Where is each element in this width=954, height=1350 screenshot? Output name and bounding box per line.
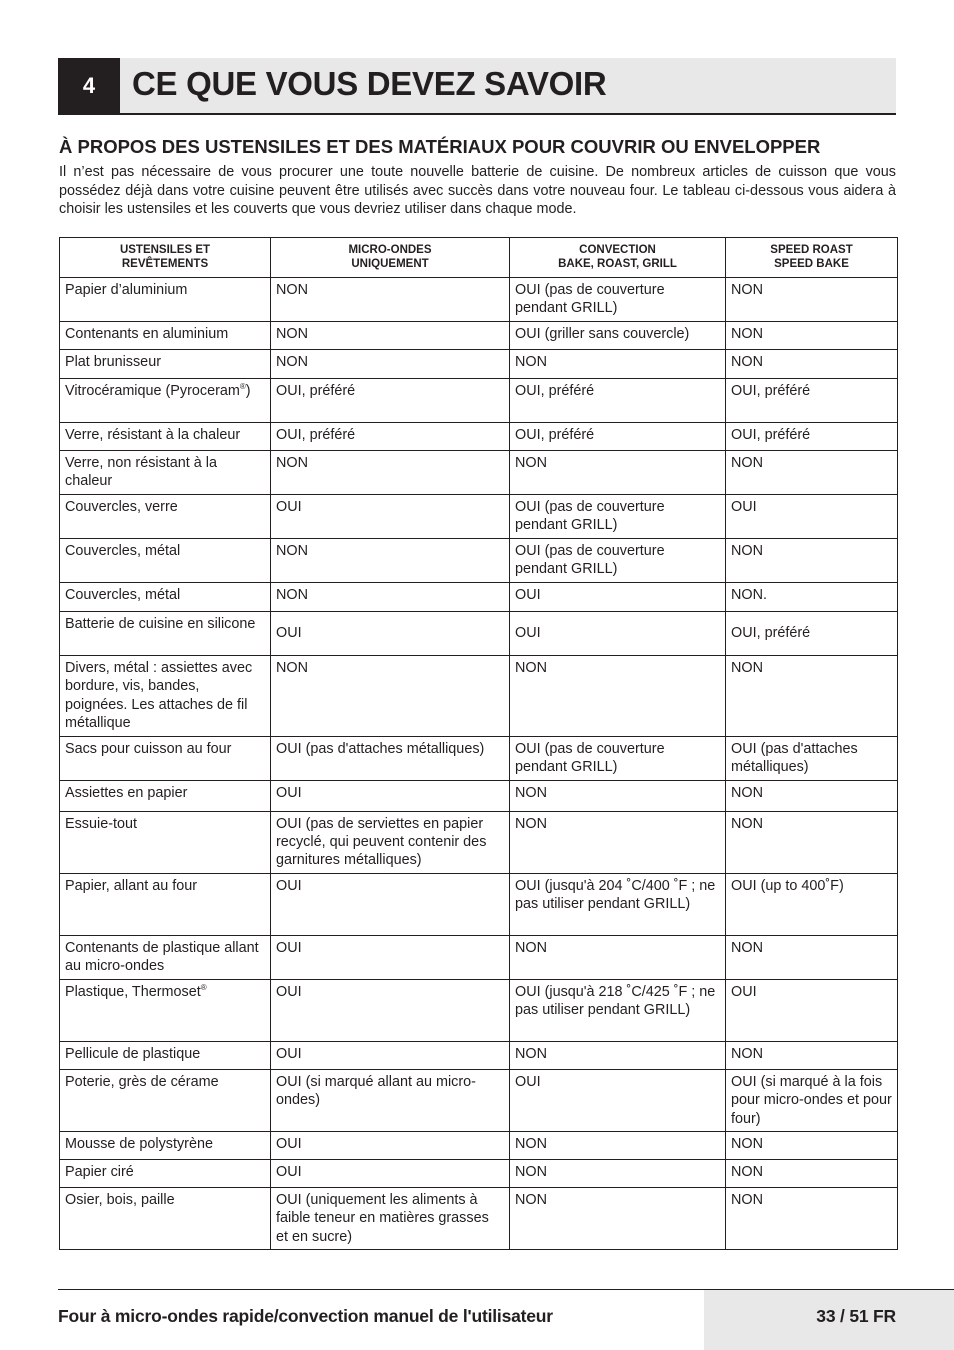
cell-micro: NON [271, 278, 510, 322]
cell-item: Couvercles, métal [60, 539, 271, 583]
cell-item: Assiettes en papier [60, 780, 271, 811]
cell-convection: NON [510, 656, 726, 737]
cell-speed: NON [726, 278, 898, 322]
cell-speed: OUI (si marqué à la fois pour micro-ondes et pour four) [726, 1069, 898, 1131]
chapter-header [58, 58, 896, 115]
cell-convection: OUI (jusqu'à 204 ˚C/400 ˚F ; ne pas utiliser pendant GRILL) [510, 873, 726, 935]
cell-convection: NON [510, 451, 726, 495]
table-header-row [60, 238, 898, 278]
cell-item: Osier, bois, paille [60, 1188, 271, 1250]
cell-item: Papier, allant au four [60, 873, 271, 935]
cell-convection: OUI (pas de couverture pendant GRILL) [510, 495, 726, 539]
cell-speed: NON [726, 656, 898, 737]
cell-item: Plat brunisseur [60, 350, 271, 379]
cell-item: Couvercles, métal [60, 583, 271, 612]
cell-item: Sacs pour cuisson au four [60, 736, 271, 780]
cell-micro: NON [271, 656, 510, 737]
cell-micro: NON [271, 322, 510, 350]
cell-micro: OUI (si marqué allant au micro-ondes) [271, 1069, 510, 1131]
table-row [60, 873, 898, 935]
cell-speed: NON [726, 935, 898, 979]
cell-speed: OUI, préféré [726, 423, 898, 451]
cell-speed: NON [726, 811, 898, 873]
cell-speed: NON [726, 350, 898, 379]
cell-micro: NON [271, 350, 510, 379]
cell-convection: OUI (jusqu'à 218 ˚C/425 ˚F ; ne pas utiliser pendant GRILL) [510, 979, 726, 1041]
table-row [60, 811, 898, 873]
cell-item: Contenants de plastique allant au micro-ondes [60, 935, 271, 979]
cell-convection: NON [510, 1188, 726, 1250]
cell-speed: OUI, préféré [726, 379, 898, 423]
cell-micro: OUI (uniquement les aliments à faible teneur en matières grasses et en sucre) [271, 1188, 510, 1250]
cell-micro: OUI [271, 873, 510, 935]
cell-item: Verre, non résistant à la chaleur [60, 451, 271, 495]
cell-speed: NON [726, 1132, 898, 1160]
cell-micro: OUI [271, 780, 510, 811]
table-row [60, 1041, 898, 1069]
table-row [60, 350, 898, 379]
cell-micro: OUI, préféré [271, 423, 510, 451]
footer-page-number: 33 / 51 FR [816, 1306, 896, 1326]
cell-item: Papier ciré [60, 1160, 271, 1188]
table-row [60, 322, 898, 350]
table-row [60, 379, 898, 423]
utensils-table [59, 237, 898, 1250]
table-row [60, 1069, 898, 1131]
cell-speed: NON [726, 1041, 898, 1069]
table-row [60, 539, 898, 583]
cell-speed: NON [726, 1188, 898, 1250]
cell-convection: NON [510, 350, 726, 379]
table-row [60, 583, 898, 612]
cell-convection: OUI [510, 583, 726, 612]
table-row [60, 656, 898, 737]
cell-micro: OUI (pas de serviettes en papier recyclé, qui peuvent contenir des garnitures métalliques) [271, 811, 510, 873]
intro-paragraph: Il n’est pas nécessaire de vous procurer une toute nouvelle batterie de cuisine. De nombreux articles de cuisson que vous possédez déjà dans votre cuisine peuvent être utilisés avec succès dans votre nouveau four. Le tableau ci-dessous vous aidera à choisir les ustensiles et les couverts que vous devriez utiliser dans chaque mode. [59, 164, 896, 218]
chapter-title: CE QUE VOUS DEVEZ SAVOIR [132, 65, 607, 102]
cell-convection: NON [510, 1041, 726, 1069]
cell-speed: OUI [726, 495, 898, 539]
table-row [60, 612, 898, 656]
table-row [60, 451, 898, 495]
cell-item: Couvercles, verre [60, 495, 271, 539]
cell-micro: NON [271, 583, 510, 612]
footer-manual-title: Four à micro-ondes rapide/convection manuel de l'utilisateur [58, 1306, 553, 1326]
cell-micro: OUI [271, 979, 510, 1041]
table-row [60, 1132, 898, 1160]
cell-convection: OUI, préféré [510, 379, 726, 423]
cell-item: Plastique, Thermoset® [60, 979, 271, 1041]
cell-item: Poterie, grès de cérame [60, 1069, 271, 1131]
cell-micro: OUI [271, 495, 510, 539]
cell-micro: OUI [271, 612, 510, 656]
header-utensils: USTENSILES ET REVÊTEMENTS [60, 238, 271, 278]
cell-micro: OUI, préféré [271, 379, 510, 423]
cell-item: Verre, résistant à la chaleur [60, 423, 271, 451]
cell-micro: OUI (pas d'attaches métalliques) [271, 736, 510, 780]
table-row [60, 1188, 898, 1250]
cell-micro: OUI [271, 1132, 510, 1160]
cell-speed: NON [726, 322, 898, 350]
cell-micro: NON [271, 451, 510, 495]
cell-convection: NON [510, 780, 726, 811]
cell-speed: OUI (up to 400˚F) [726, 873, 898, 935]
cell-item: Vitrocéramique (Pyroceram®) [60, 379, 271, 423]
table-row [60, 736, 898, 780]
cell-speed: NON [726, 451, 898, 495]
table-row [60, 423, 898, 451]
cell-speed: NON. [726, 583, 898, 612]
cell-convection: NON [510, 811, 726, 873]
cell-item: Essuie-tout [60, 811, 271, 873]
cell-item: Papier d’aluminium [60, 278, 271, 322]
cell-convection: OUI (pas de couverture pendant GRILL) [510, 539, 726, 583]
cell-convection: OUI (pas de couverture pendant GRILL) [510, 736, 726, 780]
cell-convection: NON [510, 1160, 726, 1188]
cell-convection: NON [510, 935, 726, 979]
table-row [60, 278, 898, 322]
cell-micro: OUI [271, 935, 510, 979]
cell-micro: NON [271, 539, 510, 583]
header-microwave-only: MICRO-ONDES UNIQUEMENT [271, 238, 510, 278]
cell-micro: OUI [271, 1041, 510, 1069]
table-row [60, 780, 898, 811]
cell-speed: OUI [726, 979, 898, 1041]
cell-convection: NON [510, 1132, 726, 1160]
cell-convection: OUI (griller sans couvercle) [510, 322, 726, 350]
cell-item: Pellicule de plastique [60, 1041, 271, 1069]
table-row [60, 495, 898, 539]
cell-micro: OUI [271, 1160, 510, 1188]
header-speed: SPEED ROAST SPEED BAKE [726, 238, 898, 278]
cell-convection: OUI [510, 612, 726, 656]
cell-speed: NON [726, 1160, 898, 1188]
section-title: À PROPOS DES USTENSILES ET DES MATÉRIAUX POUR COUVRIR OU ENVELOPPER [59, 136, 821, 157]
table-row [60, 979, 898, 1041]
table-row [60, 1160, 898, 1188]
cell-item: Mousse de polystyrène [60, 1132, 271, 1160]
cell-item: Divers, métal : assiettes avec bordure, vis, bandes, poignées. Les attaches de fil métallique [60, 656, 271, 737]
cell-speed: NON [726, 780, 898, 811]
header-convection: CONVECTION BAKE, ROAST, GRILL [510, 238, 726, 278]
cell-item: Contenants en aluminium [60, 322, 271, 350]
cell-convection: OUI, préféré [510, 423, 726, 451]
cell-convection: OUI (pas de couverture pendant GRILL) [510, 278, 726, 322]
chapter-number: 4 [58, 58, 120, 113]
cell-item: Batterie de cuisine en silicone [60, 612, 271, 656]
table-row [60, 935, 898, 979]
cell-speed: OUI (pas d'attaches métalliques) [726, 736, 898, 780]
cell-speed: NON [726, 539, 898, 583]
cell-speed: OUI, préféré [726, 612, 898, 656]
cell-convection: OUI [510, 1069, 726, 1131]
